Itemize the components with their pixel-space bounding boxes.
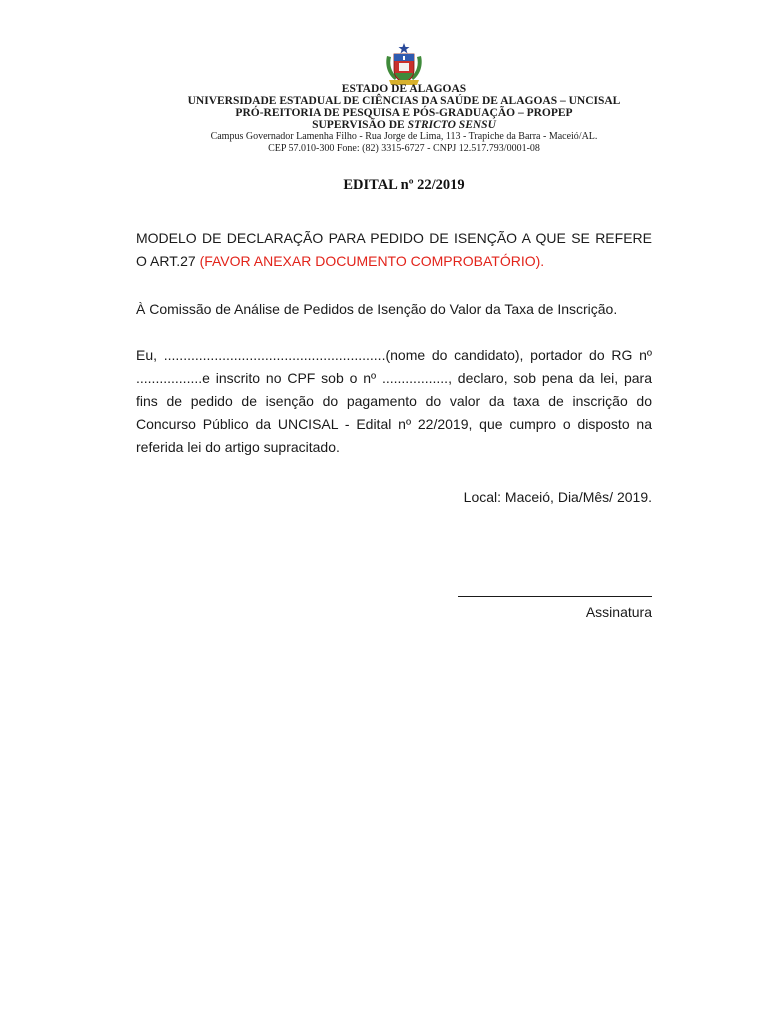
declaration-paragraph: Eu, .........................................................(nome do candidato), portador do RG nº .................e inscrito no CPF sob o nº ................., declaro, sob pena da lei, para fins de pedido de isenção do pagamento do valor da taxa de inscrição do Concurso Público da UNCISAL - Edital nº 22/2019, que cumpro o disposto na referida lei do artigo supracitado. xyxy=(136,347,652,455)
edital-title: EDITAL nº 22/2019 xyxy=(343,177,465,193)
declaration-title-main: MODELO DE DECLARAÇÃO PARA PEDIDO DE ISENÇÃO A QUE SE REFERE O ART.27 xyxy=(136,230,652,269)
signature-line xyxy=(458,596,652,597)
header-state: ESTADO DE ALAGOAS xyxy=(341,83,467,95)
place-date: Local: Maceió, Dia/Mês/ 2019. xyxy=(463,489,652,505)
header-supervision-italic: STRICTO SENSU xyxy=(407,119,496,131)
addressee-line: À Comissão de Análise de Pedidos de Isenção do Valor da Taxa de Inscrição. xyxy=(136,301,618,317)
declaration-title-note: (FAVOR ANEXAR DOCUMENTO COMPROBATÓRIO). xyxy=(199,253,545,269)
header-address: Campus Governador Lamenha Filho - Rua Jorge de Lima, 113 - Trapiche da Barra - Maceió/AL. xyxy=(210,131,598,142)
institution-header xyxy=(0,83,768,155)
alagoas-coat-of-arms-icon xyxy=(383,42,425,88)
header-pro-rectory: PRÓ-REITORIA DE PESQUISA E PÓS-GRADUAÇÃO – PROPEP xyxy=(235,107,573,119)
header-contact: CEP 57.010-300 Fone: (82) 3315-6727 - CNPJ 12.517.793/0001-08 xyxy=(268,143,540,154)
header-supervision-prefix: SUPERVISÃO DE xyxy=(312,119,408,131)
header-university: UNIVERSIDADE ESTADUAL DE CIÊNCIAS DA SAÚDE DE ALAGOAS – UNCISAL xyxy=(187,95,621,107)
header-supervision xyxy=(0,119,768,131)
signature-label: Assinatura xyxy=(585,604,652,620)
declaration-title xyxy=(136,227,652,273)
